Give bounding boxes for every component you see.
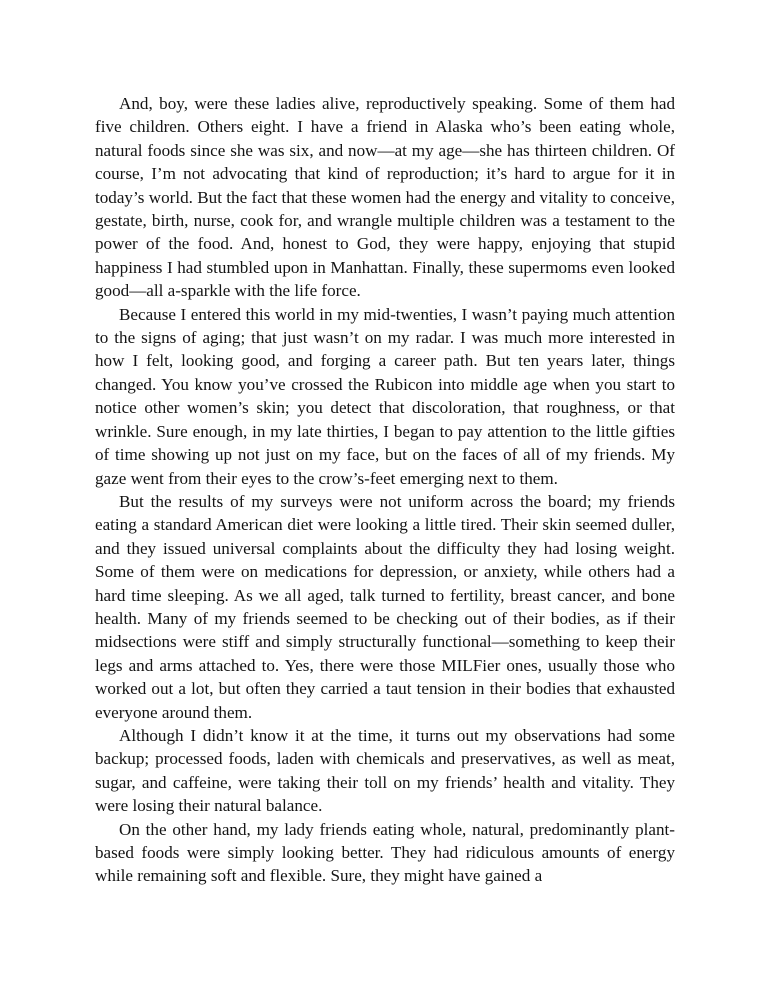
paragraph-ladies-alive: And, boy, were these ladies alive, reproductively speaking. Some of them had five children. Others eight. I have a friend in Alaska who’s been eating whole, natural foods since she was six, and now—at my age—she has thirteen children. Of course, I’m not advocating that kind of reproduction; it’s hard to argue for it in today’s world. But the fact that these women had the energy and vitality to conceive, gestate, birth, nurse, cook for, and wrangle multiple children was a testament to the power of the food. And, honest to God, they were happy, enjoying that stupid happiness I had stumbled upon in Manhattan. Finally, these supermoms even looked good—all a-sparkle with the life force.: [95, 94, 675, 301]
paragraph-processed-foods: Although I didn’t know it at the time, it turns out my observations had some backup; processed foods, laden with chemicals and preservatives, as well as meat, sugar, and caffeine, were taking their toll on my friends’ health and vitality. They were losing their natural balance.: [95, 725, 675, 816]
paragraph-signs-of-aging: Because I entered this world in my mid-twenties, I wasn’t paying much attention to the signs of aging; that just wasn’t on my radar. I was much more interested in how I felt, looking good, and forging a career path. But ten years later, things changed. You know you’ve crossed the Rubicon into middle age when you start to notice other women’s skin; you detect that discoloration, that roughness, or that wrinkle. Sure enough, in my late thirties, I began to pay attention to the little gifties of time showing up not just on my face, but on the faces of all of my friends. My gaze went from their eyes to the crow’s-feet emerging next to them.: [95, 304, 675, 488]
body-text: [95, 92, 675, 888]
paragraph-survey-results: But the results of my surveys were not uniform across the board; my friends eating a standard American diet were looking a little tired. Their skin seemed duller, and they issued universal complaints about the difficulty they had losing weight. Some of them were on medications for depression, or anxiety, while others had a hard time sleeping. As we all aged, talk turned to fertility, breast cancer, and bone health. Many of my friends seemed to be checking out of their bodies, as if their midsections were stiff and simply structurally functional—something to keep their legs and arms attached to. Yes, there were those MILFier ones, usually those who worked out a lot, but often they carried a taut tension in their bodies that exhausted everyone around them.: [95, 491, 675, 722]
paragraph-plant-based: On the other hand, my lady friends eating whole, natural, predominantly plant-based foods were simply looking better. They had ridiculous amounts of energy while remaining soft and flexible. Sure, they might have gained a: [95, 819, 675, 886]
